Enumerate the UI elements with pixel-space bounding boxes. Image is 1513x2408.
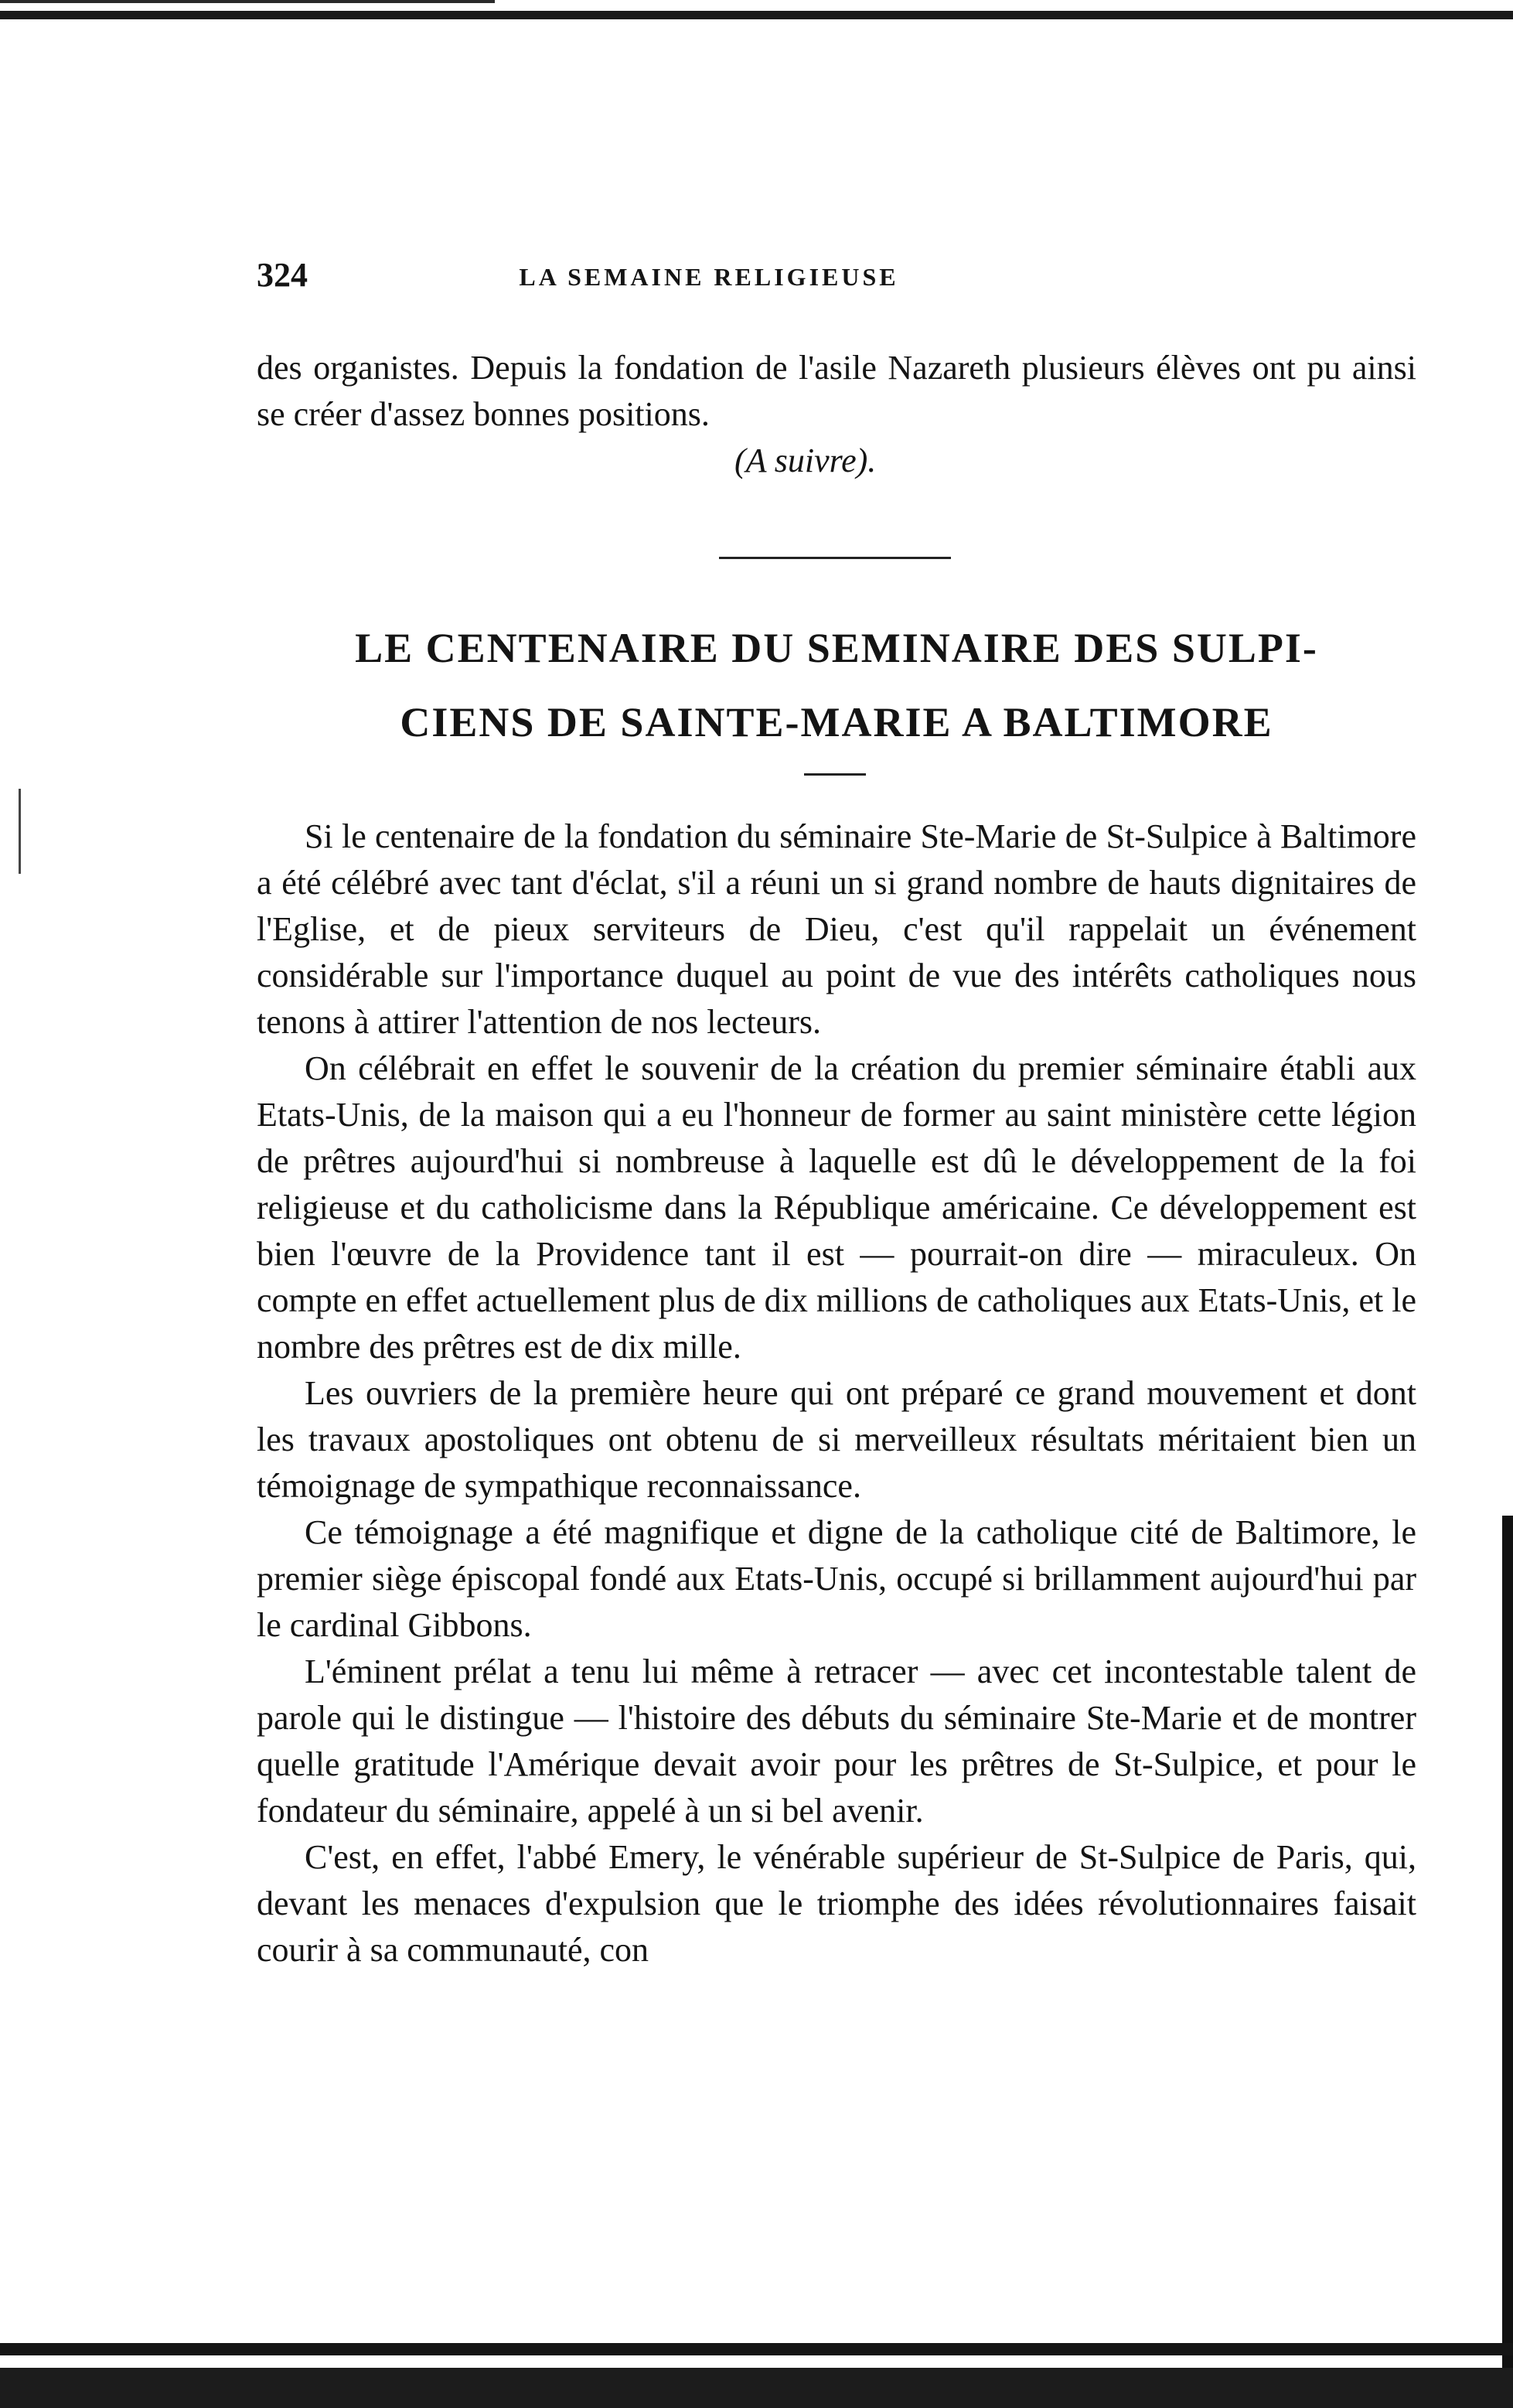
article-paragraph: Ce témoignage a été magnifique et digne de la catholique cité de Baltimore, le premier siège épiscopal fondé aux Etats-Unis, occupé si brillamment aujourd'hui par le cardinal Gibbons. bbox=[257, 1513, 1416, 1644]
continued-note: (A suivre). bbox=[734, 442, 877, 479]
scan-border-top-thin bbox=[0, 0, 495, 3]
section-divider bbox=[719, 557, 951, 559]
article-paragraph: On célébrait en effet le souvenir de la création du premier séminaire établi aux Etats-Unis, de la maison qui a eu l'honneur de former au saint ministère cette légion de prêtres aujourd'hui si nombreuse à laquelle est dû le développement de la foi religieuse et du catholicisme dans la République américaine. Ce développement est bien l'œuvre de la Providence tant il est — pourrait-on dire — miraculeux. On compte en effet actuellement plus de dix millions de catholiques aux Etats-Unis, et le nombre des prêtres est de dix mille. bbox=[257, 1049, 1416, 1366]
running-head: LA SEMAINE RELIGIEUSE bbox=[519, 263, 899, 291]
article-paragraph: Si le centenaire de la fondation du séminaire Ste-Marie de St-Sulpice à Baltimore a été célébré avec tant d'éclat, s'il a réuni un si grand nombre de hauts dignitaires de l'Eglise, et de pieux serviteurs de Dieu, c'est qu'il rappelait un événement considérable sur l'importance duquel au point de vue des intérêts catholiques nous tenons à attirer l'attention de nos lecteurs. bbox=[257, 817, 1416, 1041]
article-title bbox=[257, 611, 1416, 759]
article-paragraph: L'éminent prélat a tenu lui même à retracer — avec cet incontestable talent de parole qui le distingue — l'histoire des débuts du séminaire Ste-Marie et de montrer quelle gratitude l'Amérique devait avoir pour les prêtres de St-Sulpice, et pour le fondateur du séminaire, appelé à un si bel avenir. bbox=[257, 1653, 1416, 1830]
scan-border-bottom bbox=[0, 2343, 1513, 2355]
article-body bbox=[257, 813, 1416, 1973]
scan-border-top bbox=[0, 11, 1513, 19]
intro-text-block bbox=[257, 345, 1416, 438]
intro-paragraph: des organistes. Depuis la fondation de l'asile Nazareth plusieurs élèves ont pu ainsi se créer d'assez bonnes positions. bbox=[257, 349, 1416, 433]
article-paragraph: C'est, en effet, l'abbé Emery, le vénérable supérieur de St-Sulpice de Paris, qui, devant les menaces d'expulsion que le triomphe des idées révolutionnaires faisait courir à sa communauté, con bbox=[257, 1838, 1416, 1969]
article-title-line-2: CIENS DE SAINTE-MARIE A BALTIMORE bbox=[400, 699, 1273, 745]
title-divider bbox=[804, 773, 866, 776]
page-number: 324 bbox=[257, 256, 308, 294]
page-header bbox=[257, 255, 1161, 302]
article-title-line-1: LE CENTENAIRE DU SEMINAIRE DES SULPI- bbox=[355, 625, 1318, 671]
article-paragraph: Les ouvriers de la première heure qui ont préparé ce grand mouvement et dont les travaux apostoliques ont obtenu de si merveilleux résultats méritaient bien un témoignage de sympathique reconnaissance. bbox=[257, 1374, 1416, 1505]
scan-border-right bbox=[1502, 1516, 1513, 2408]
scan-border-bottom-thick bbox=[0, 2368, 1513, 2408]
scan-margin-mark bbox=[19, 789, 21, 874]
